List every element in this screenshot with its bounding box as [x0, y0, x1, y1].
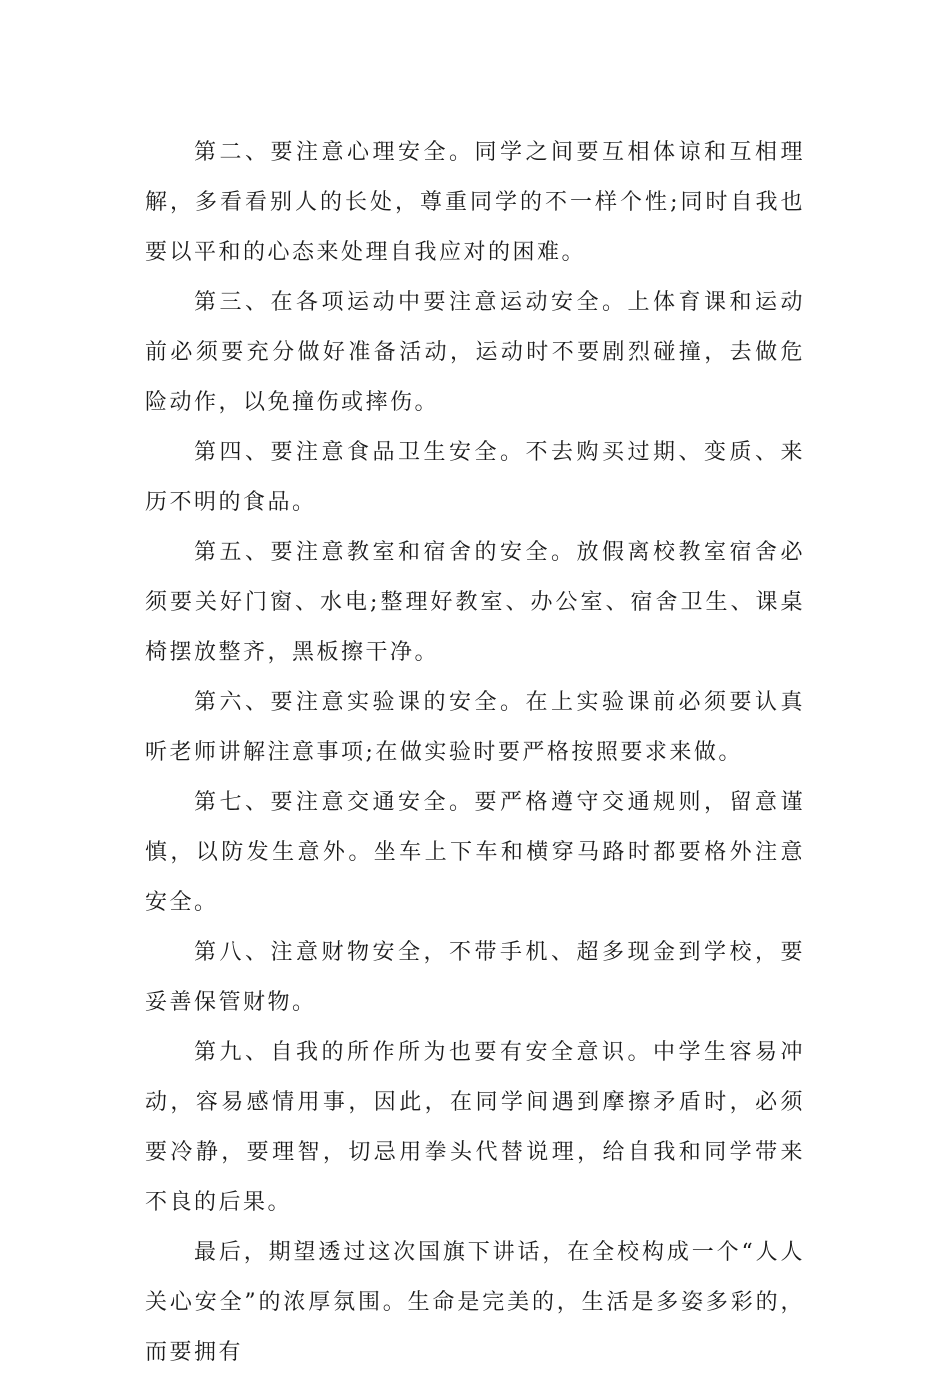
- paragraph-3: 第三、在各项运动中要注意运动安全。上体育课和运动前必须要充分做好准备活动，运动时不要剧烈碰撞，去做危险动作，以免撞伤或摔伤。: [145, 290, 805, 415]
- paragraph-8: 第八、注意财物安全，不带手机、超多现金到学校，要妥善保管财物。: [145, 940, 805, 1015]
- paragraph-6: 第六、要注意实验课的安全。在上实验课前必须要认真听老师讲解注意事项;在做实验时要严格按照要求来做。: [145, 690, 805, 765]
- paragraph-2: 第二、要注意心理安全。同学之间要互相体谅和互相理解，多看看别人的长处，尊重同学的不一样个性;同时自我也要以平和的心态来处理自我应对的困难。: [145, 140, 805, 265]
- document-body: [145, 128, 805, 1378]
- paragraph-7: 第七、要注意交通安全。要严格遵守交通规则，留意谨慎，以防发生意外。坐车上下车和横穿马路时都要格外注意安全。: [145, 790, 805, 915]
- paragraph-5: 第五、要注意教室和宿舍的安全。放假离校教室宿舍必须要关好门窗、水电;整理好教室、办公室、宿舍卫生、课桌椅摆放整齐，黑板擦干净。: [145, 540, 805, 665]
- paragraph-final: 最后，期望透过这次国旗下讲话，在全校构成一个“人人关心安全”的浓厚氛围。生命是完美的，生活是多姿多彩的，而要拥有: [145, 1240, 805, 1365]
- paragraph-4: 第四、要注意食品卫生安全。不去购买过期、变质、来历不明的食品。: [145, 440, 805, 515]
- paragraph-9: 第九、自我的所作所为也要有安全意识。中学生容易冲动，容易感情用事，因此，在同学间遇到摩擦矛盾时，必须要冷静，要理智，切忌用拳头代替说理，给自我和同学带来不良的后果。: [145, 1040, 805, 1215]
